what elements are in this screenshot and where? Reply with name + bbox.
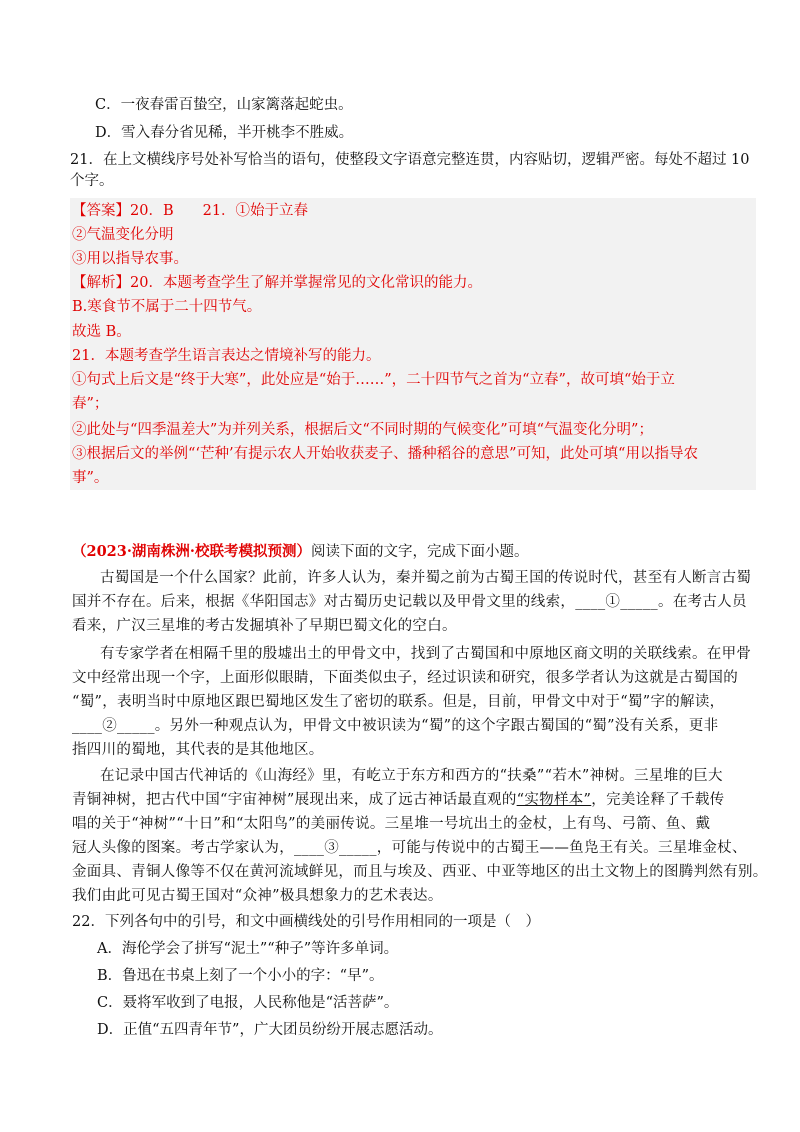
analysis-text: 20．本题考查学生了解并掌握常见的文化常识的能力。 — [130, 275, 482, 291]
q22-option-a: A．海伦学会了拼写“泥土”“种子”等许多单词。 — [97, 941, 399, 957]
p3-line2 — [72, 790, 724, 810]
p2-line2: 文中经常出现一个字，上面形似眼睛，下面类似虫子，经过识读和研究，很多学者认为这就是古蜀国的 — [72, 670, 738, 686]
q22-option-d: D．正值“五四青年节”，广大团员纷纷开展志愿活动。 — [97, 1022, 443, 1038]
question-22-stem: 22．下列各句中的引号，和文中画横线处的引号作用相同的一项是（ ） — [72, 914, 540, 930]
p3-line5: 金面具、青铜人像等不仅在黄河流域鲜见，而且与埃及、西亚、中亚等地区的出土文物上的图腾判然有别。 — [72, 864, 768, 880]
answer-line1 — [72, 201, 308, 221]
p3-text-a: 青铜神树，把古代中国“宇宙神树”展现出来，成了远古神话最直观的 — [72, 792, 517, 808]
underlined-quote: “实物样本” — [516, 792, 592, 808]
analysis-line5: ①句式上后文是“终于大寒”，此处应是“始于……”，二十四节气之首为“立春”，故可填“始于立 — [72, 372, 675, 388]
question-21-line2: 个字。 — [70, 173, 114, 189]
analysis-tag: 【解析】 — [72, 275, 130, 291]
p2-line5: 指四川的蜀地，其代表的是其他地区。 — [72, 742, 324, 758]
p2-line1: 有专家学者在相隔千里的殷墟出土的甲骨文中，找到了古蜀国和中原地区商文明的关联线索。在甲骨 — [100, 646, 752, 662]
answer-line2: ②气温变化分明 — [72, 227, 174, 243]
p2-line4 — [72, 716, 718, 736]
question-21-line1: 21．在上文横线序号处补写恰当的语句，使整段文字语意完整连贯，内容贴切，逻辑严密。每处不超过 10 — [70, 152, 750, 168]
blank-2: ____②_____ — [72, 718, 155, 734]
p2-text-b: 。另外一种观点认为，甲骨文中被识读为“蜀”的这个字跟古蜀国的“蜀”没有关系，更非 — [154, 718, 719, 734]
p1-text-a: 国并不存在。后来，根据《华阳国志》对古蜀历史记载以及甲骨文里的线索， — [72, 594, 576, 610]
analysis-line8: ③根据后文的举例“‘芒种’有提示农人开始收获麦子、播种稻谷的意思”可知，此处可填“用以指导农 — [72, 446, 698, 462]
q22-option-b: B．鲁迅在书桌上刻了一个小小的字：“早”。 — [97, 968, 384, 984]
answer-line3: ③用以指导农事。 — [72, 251, 188, 267]
p1-line1: 古蜀国是一个什么国家？此前，许多人认为，秦并蜀之前为古蜀王国的传说时代，甚至有人断言古蜀 — [100, 570, 752, 586]
analysis-line7: ②此处与“四季温差大”为并列关系，根据后文“不同时期的气候变化”可填“气温变化分明”； — [72, 422, 653, 438]
analysis-line1 — [72, 273, 482, 293]
blank-1: ____①_____ — [575, 594, 658, 610]
q22-option-c: C．聂将军收到了电报，人民称他是“活菩萨”。 — [97, 995, 399, 1011]
p3-text-d: ，可能与传说中的古蜀王——鱼凫王有关。三星堆金杖、 — [376, 840, 747, 856]
option-d: D．雪入春分省见稀，半开桃李不胜威。 — [95, 125, 354, 141]
passage-header — [72, 542, 528, 562]
analysis-line2: B.寒食节不属于二十四节气。 — [72, 299, 262, 315]
source-label: （2023·湖南株洲·校联考模拟预测） — [72, 543, 311, 560]
p3-line6: 我们由此可见古蜀王国对“众神”极具想象力的艺术表达。 — [72, 888, 443, 904]
p3-line4 — [72, 838, 747, 858]
p3-text-c: 冠人头像的图案。考古学家认为， — [72, 840, 294, 856]
p2-line3: “蜀”，表明当时中原地区跟巴蜀地区发生了密切的联系。但是，目前，甲骨文中对于“蜀”字的解读， — [72, 694, 725, 710]
analysis-line6: 春”； — [72, 396, 109, 412]
answer-value: 20．B 21．①始于立春 — [130, 203, 309, 219]
passage-intro: 阅读下面的文字，完成下面小题。 — [310, 544, 529, 560]
analysis-line4: 21．本题考查学生语言表达之情境补写的能力。 — [72, 348, 381, 364]
p3-line3: 唱的关于“神树”“十日”和“太阳鸟”的美丽传说。三星堆一号坑出土的金杖，上有鸟、弓箭、鱼、戴 — [72, 816, 711, 832]
p3-line1: 在记录中国古代神话的《山海经》里，有屹立于东方和西方的“扶桑”“若木”神树。三星堆的巨大 — [100, 768, 723, 784]
option-c: C．一夜春雷百蛰空，山家篱落起蛇虫。 — [95, 97, 353, 113]
p1-line2 — [72, 592, 747, 612]
p3-text-b: ，完美诠释了千载传 — [591, 792, 725, 808]
p1-text-b: 。在考古人员 — [657, 594, 747, 610]
blank-3: ____③_____ — [294, 840, 377, 856]
answer-tag: 【答案】 — [72, 203, 130, 219]
p1-line3: 看来，广汉三星堆的考古发掘填补了早期巴蜀文化的空白。 — [72, 618, 457, 634]
analysis-line3: 故选 B。 — [72, 324, 131, 340]
analysis-line9: 事”。 — [72, 470, 109, 486]
